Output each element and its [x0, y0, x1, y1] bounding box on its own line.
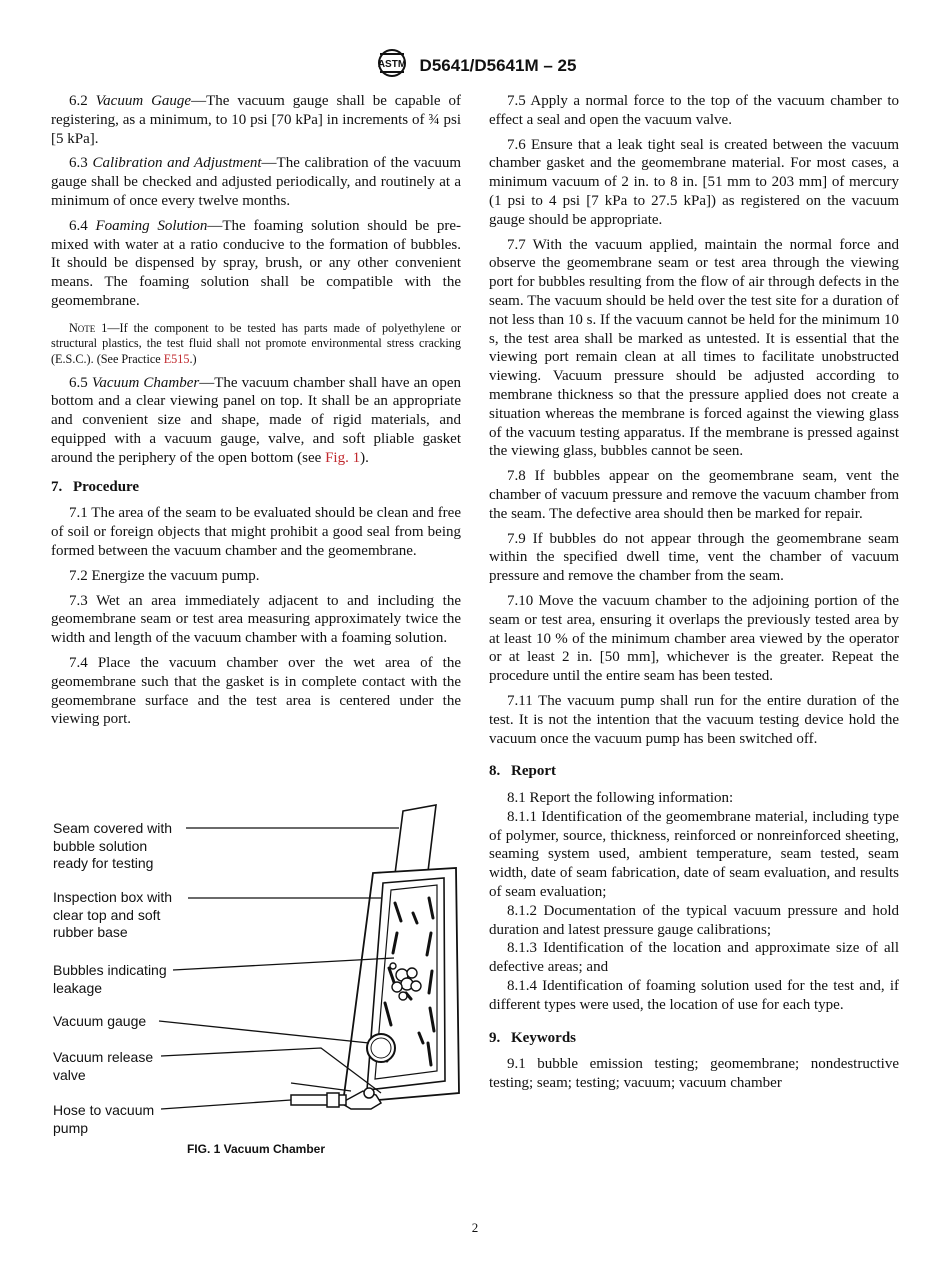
paragraph-8-1: 8.1 Report the following information: — [507, 790, 734, 807]
paragraph-7-11: 7.11 The vacuum pump shall run for the entire duration of the test. It is not the intention that the vacuum testing device hold the vacuum once the vacuum pump has been switched off. — [489, 692, 899, 747]
left-column — [51, 92, 461, 735]
label-vacuum-gauge: Vacuum gauge — [53, 1013, 147, 1029]
fig-1-link[interactable]: Fig. 1 — [325, 449, 361, 466]
paragraph-7-8: 7.8 If bubbles appear on the geomembrane seam, vent the chamber of vacuum pressure and remove the vacuum chamber from the seam. The defective area should then be marked for repair. — [489, 468, 899, 522]
paragraph-6-5: 6.5 Vacuum Chamber—The vacuum chamber shall have an open bottom and a clear viewing panel on top. It shall be an appropriate and convenient size and shape, made of rigid materials, and equipped with a vacuum gauge, valve, and soft pliable gasket around the periphery of the open bottom (see Fig. 1). — [51, 374, 462, 466]
paragraph-8-1-1: 8.1.1 Identification of the geomembrane material, including type of polymer, source, thickness, reinforced or nonreinforced sheeting, seaming system used, ambient temperature, seam tested, seam width, date of seam fabrication, date of seam evaluation, and results of seam evaluation; — [489, 808, 899, 901]
label-bubbles-leakage: Bubbles indicating leakage — [53, 962, 167, 996]
paragraph-6-3: 6.3 Calibration and Adjustment—The calibration of the vacuum gauge shall be checked and adjusted periodically, and routinely at a minimum of once every twelve months. — [51, 155, 462, 209]
paragraph-8-1-2: 8.1.2 Documentation of the typical vacuum pressure and hold duration and latest pressure gauge calibrations; — [489, 902, 899, 938]
page-number: 2 — [471, 1220, 479, 1235]
section-heading-procedure: 7. Procedure — [51, 478, 140, 495]
paragraph-8-1-4: 8.1.4 Identification of foaming solution used for the test and, if different types were used, the location of use for each type. — [489, 978, 899, 1013]
label-inspection-box: Inspection box with clear top and soft rubber base — [53, 889, 173, 940]
paragraph-9-1: 9.1 bubble emission testing; geomembrane; nondestructive testing; seam; testing; vacuum; vacuum chamber — [489, 1056, 899, 1092]
paragraph-7-5: 7.5 Apply a normal force to the top of the vacuum chamber to effect a seal and open the vacuum valve. — [489, 93, 899, 128]
paragraph-7-2: 7.2 Energize the vacuum pump. — [69, 567, 260, 584]
section-heading-report: 8. Report — [489, 763, 556, 780]
paragraph-7-1: 7.1 The area of the seam to be evaluated should be clean and free of soil or foreign objects that might prohibit a good seal from being formed between the vacuum chamber and the geomembrane. — [51, 505, 461, 559]
figure-1-vacuum-chamber — [51, 803, 461, 1163]
paragraph-7-10: 7.10 Move the vacuum chamber to the adjoining portion of the seam or test area, ensuring it overlaps the previously tested area by at least 10 % of the minimum chamber area viewed by the operator or at least 2 in. [50 mm], whichever is the greater. Repeat the procedure until the entire seam has been tested. — [489, 592, 899, 685]
paragraph-7-7: 7.7 With the vacuum applied, maintain the normal force and observe the geomembrane seam or test area through the viewing port for bubbles resulting from the flow of air through defects in the seam. The vacuum should be held over the test site for a duration of not less than 10 s. If the vacuum cannot be held for the minimum 10 s, the test area shall be marked as untested. It is essential that the viewing port remain clean at all times to facilitate unobstructed viewing. Vacuum pressure should be adjusted according to membrane thickness so that the pressure applied does not create a situation whereas the membrane is forced against the viewing glass of the vacuum testing apparatus. If the membrane is pressed against the viewing glass, bubbles cannot be seen. — [489, 236, 899, 460]
label-seam-covered: Seam covered with bubble solution ready for testing — [53, 820, 173, 871]
paragraph-7-9: 7.9 If bubbles do not appear through the geomembrane seam within the specified dwell time, vent the chamber of vacuum pressure and remove the chamber from the seam. — [489, 530, 899, 585]
astm-logo-text: ASTM — [377, 59, 406, 70]
label-hose: Hose to vacuum pump — [53, 1102, 155, 1136]
label-vacuum-release-valve: Vacuum release valve — [53, 1049, 154, 1083]
paragraph-7-6: 7.6 Ensure that a leak tight seal is created between the vacuum chamber gasket and the geomembrane material. For most cases, a minimum vacuum of 2 in. to 8 in. [51 mm to 203 mm] of mercury (1 psi to 4 psi [7 kPa to 27.5 kPa]) as registered on the vacuum gauge should be appropriate. — [489, 136, 899, 228]
figure-caption: FIG. 1 Vacuum Chamber — [186, 1142, 326, 1156]
paragraph-6-2: 6.2 Vacuum Gauge—The vacuum gauge shall be capable of registering, as a minimum, to 10 psi [70 kPa] in increments of ¾ psi [5 kPa]. — [51, 93, 461, 147]
page-header — [0, 48, 950, 83]
practice-e515-link[interactable]: E515 — [163, 351, 190, 366]
paragraph-7-3: 7.3 Wet an area immediately adjacent to and including the geomembrane seam or test area measuring approximately twice the width and length of the vacuum chamber with a foaming solution. — [51, 592, 461, 647]
paragraph-8-1-3: 8.1.3 Identification of the location and approximate size of all defective areas; and — [489, 940, 899, 976]
astm-logo — [374, 48, 410, 83]
section-heading-keywords: 9. Keywords — [489, 1029, 576, 1046]
document-designation: D5641/D5641M – 25 — [419, 55, 577, 75]
note-1: Note 1—If the component to be tested has parts made of polyethylene or structural plastics, the test fluid shall not promote environmental stress cracking (E.S.C.). (See Practice E515.) — [51, 320, 461, 366]
paragraph-6-4: 6.4 Foaming Solution—The foaming solution should be pre-mixed with water at a ratio conducive to the formation of bubbles. It should be dispensed by spray, brush, or any other convenient means. The foaming solution shall be compatible with the geomembrane. — [51, 217, 461, 309]
paragraph-7-4: 7.4 Place the vacuum chamber over the wet area of the geomembrane such that the gasket is in complete contact with the geomembrane surface and the test area is centered under the viewing port. — [51, 654, 461, 728]
right-column — [489, 92, 899, 1099]
